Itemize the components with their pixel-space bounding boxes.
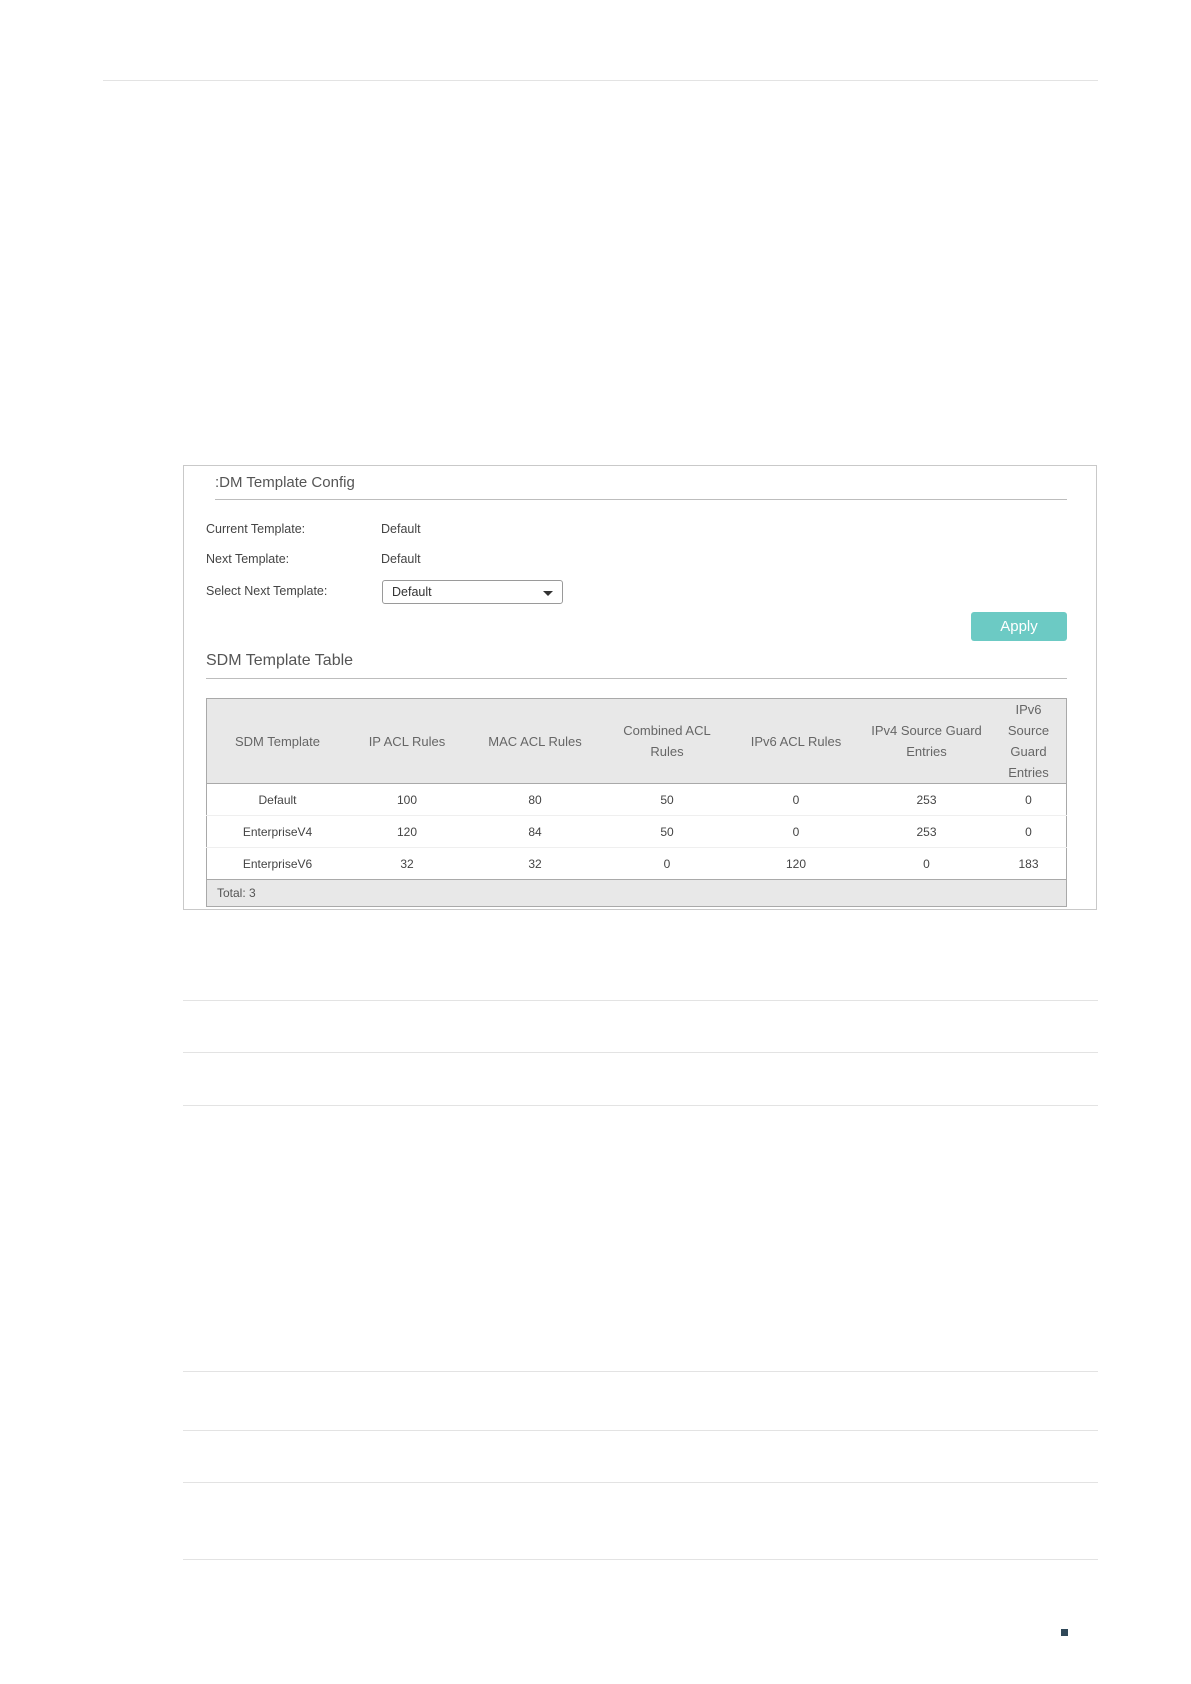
chevron-down-icon bbox=[543, 591, 553, 596]
table-cell: 120 bbox=[730, 848, 862, 880]
apply-button[interactable]: Apply bbox=[971, 612, 1067, 641]
table-cell: EnterpriseV6 bbox=[207, 848, 349, 880]
table-cell: 0 bbox=[730, 816, 862, 848]
table-header-row bbox=[207, 699, 1067, 784]
table-cell: 0 bbox=[991, 816, 1067, 848]
select-next-template-label: Select Next Template: bbox=[206, 584, 328, 598]
table-cell: 100 bbox=[348, 784, 466, 816]
table-cell: 0 bbox=[991, 784, 1067, 816]
page-rule bbox=[183, 1052, 1098, 1053]
table-cell: 50 bbox=[604, 816, 730, 848]
table-row bbox=[207, 816, 1067, 848]
table-row bbox=[207, 848, 1067, 880]
table-cell: 80 bbox=[466, 784, 604, 816]
table-cell: 253 bbox=[862, 816, 991, 848]
page-rule bbox=[183, 1000, 1098, 1001]
table-cell: 253 bbox=[862, 784, 991, 816]
table-row bbox=[207, 784, 1067, 816]
table-cell: 32 bbox=[348, 848, 466, 880]
next-template-label: Next Template: bbox=[206, 552, 290, 566]
column-header: IPv4 Source Guard Entries bbox=[862, 699, 991, 784]
table-cell: EnterpriseV4 bbox=[207, 816, 349, 848]
sdm-config-panel bbox=[183, 465, 1097, 910]
top-page-rule bbox=[103, 80, 1098, 81]
table-footer-row bbox=[207, 880, 1067, 907]
table-cell: 0 bbox=[730, 784, 862, 816]
config-section-title: :DM Template Config bbox=[215, 474, 355, 491]
table-cell: 84 bbox=[466, 816, 604, 848]
table-title-divider bbox=[206, 678, 1067, 679]
table-cell: 183 bbox=[991, 848, 1067, 880]
column-header: Combined ACL Rules bbox=[604, 699, 730, 784]
column-header: IPv6 ACL Rules bbox=[730, 699, 862, 784]
page-rule bbox=[183, 1105, 1098, 1106]
column-header: IPv6 Source Guard Entries bbox=[991, 699, 1067, 784]
page-rule bbox=[183, 1482, 1098, 1483]
current-template-label: Current Template: bbox=[206, 522, 306, 536]
current-template-value: Default bbox=[381, 522, 421, 536]
page-rule bbox=[183, 1371, 1098, 1372]
table-total: Total: 3 bbox=[207, 880, 1067, 907]
table-cell: 120 bbox=[348, 816, 466, 848]
table-section-title: SDM Template Table bbox=[206, 652, 354, 669]
config-title-divider bbox=[215, 499, 1067, 500]
table-cell: 0 bbox=[604, 848, 730, 880]
column-header: IP ACL Rules bbox=[348, 699, 466, 784]
table-cell: 32 bbox=[466, 848, 604, 880]
page-rule bbox=[183, 1430, 1098, 1431]
page-marker-icon bbox=[1061, 1629, 1068, 1636]
next-template-select-value: Default bbox=[392, 585, 432, 599]
column-header: MAC ACL Rules bbox=[466, 699, 604, 784]
table-cell: 0 bbox=[862, 848, 991, 880]
next-template-select[interactable] bbox=[382, 580, 563, 604]
column-header: SDM Template bbox=[207, 699, 349, 784]
next-template-value: Default bbox=[381, 552, 421, 566]
table-cell: Default bbox=[207, 784, 349, 816]
table-cell: 50 bbox=[604, 784, 730, 816]
page-rule bbox=[183, 1559, 1098, 1560]
sdm-template-table bbox=[206, 698, 1067, 907]
